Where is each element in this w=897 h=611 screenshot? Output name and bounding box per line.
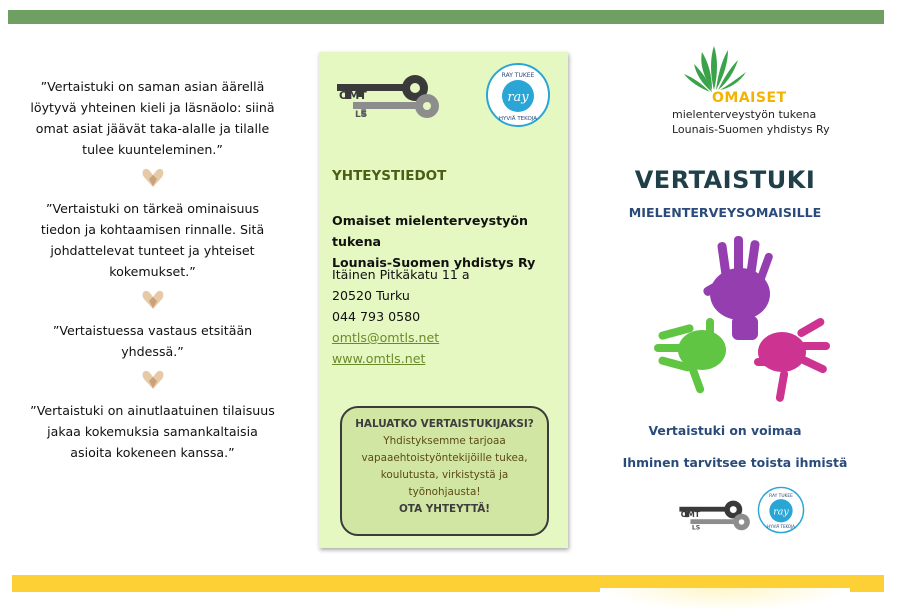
svg-text:OMT: OMT [339,89,367,102]
quotes-column [30,76,275,469]
org-name-line-2: Lounais-Suomen yhdistys Ry [332,255,536,270]
svg-text:HYVIÄ TEKOJA: HYVIÄ TEKOJA [767,524,795,530]
ray-logo [485,62,551,128]
cover-subtitle: MIELENTERVEYSOMAISILLE [628,205,822,220]
contact-panel [319,52,568,548]
contact-details [332,264,470,369]
quote-2: ”Vertaistuki on tärkeä ominaisuus tiedon ja kohtaamisen rinnalle. Sitä johdattelevat tunteet ja yhteiset kokemukset.” [40,201,265,279]
volunteer-body-line: koulutusta, virkistystä ja [380,469,509,481]
org-name-line-1: Omaiset mielenterveystyön tukena [332,213,528,249]
omtls-keys-logo [335,66,445,120]
ray-logo [757,486,805,534]
brand-name: OMAISET [712,90,787,106]
svg-text:RAY TUKEE: RAY TUKEE [501,72,535,79]
cover-tagline-2: Ihminen tarvitsee toista ihmistä [622,455,848,470]
cover-title: VERTAISTUKI [634,166,816,194]
svg-text:LS: LS [355,110,368,120]
email-link[interactable]: omtls@omtls.net [332,330,440,345]
quote-3: ”Vertaistuessa vastaus etsitään yhdessä.” [52,323,253,359]
svg-text:LS: LS [691,524,701,532]
volunteer-body-line: Yhdistyksemme tarjoaa [383,435,506,447]
street-address: Itäinen Pitkäkatu 11 a [332,267,470,282]
volunteer-cta: OTA YHTEYTTÄ! [398,503,491,515]
svg-text:HYVIÄ TEKOJA: HYVIÄ TEKOJA [498,116,538,122]
volunteer-body-line: työnohjausta! [408,486,481,498]
quote-1: ”Vertaistuki on saman asian äärellä löytyvä yhteinen kieli ja läsnäolo: siinä omat asiat jäävät taka-alalle ja tilalle tulee kuunteleminen.” [30,79,275,157]
cover-tagline-1: Vertaistuki on voimaa [648,423,802,438]
brand-tagline-1: mielenterveystyön tukena [672,108,817,121]
heart-hands-icon [141,288,165,310]
postal-address: 20520 Turku [332,288,410,303]
website-link[interactable]: www.omtls.net [332,351,426,366]
omtls-keys-logo [678,494,754,532]
svg-text:ray: ray [507,90,529,105]
volunteer-body-line: vapaaehtoistyöntekijöille tukea, [361,452,528,464]
phone-number: 044 793 0580 [332,309,421,324]
svg-text:OMT: OMT [680,510,700,520]
volunteer-callout [340,406,549,536]
volunteer-title: HALUATKO VERTAISTUKIJAKSI? [355,418,534,430]
top-decorative-bar [8,10,884,24]
svg-text:RAY TUKEE: RAY TUKEE [769,493,793,499]
brand-tagline-2: Lounais-Suomen yhdistys Ry [672,123,830,136]
heart-hands-icon [141,368,165,390]
omaiset-leaf-logo [672,34,762,94]
contact-heading: YHTEYSTIEDOT [332,168,447,184]
painted-hands-illustration [650,232,830,407]
heart-hands-icon [141,166,165,188]
svg-text:ray: ray [773,506,789,518]
quote-4: ”Vertaistuki on ainutlaatuinen tilaisuus jakaa kokemuksia samankaltaisia asioita kokeneen kanssa.” [30,403,275,460]
bottom-glow-decoration [600,588,850,611]
